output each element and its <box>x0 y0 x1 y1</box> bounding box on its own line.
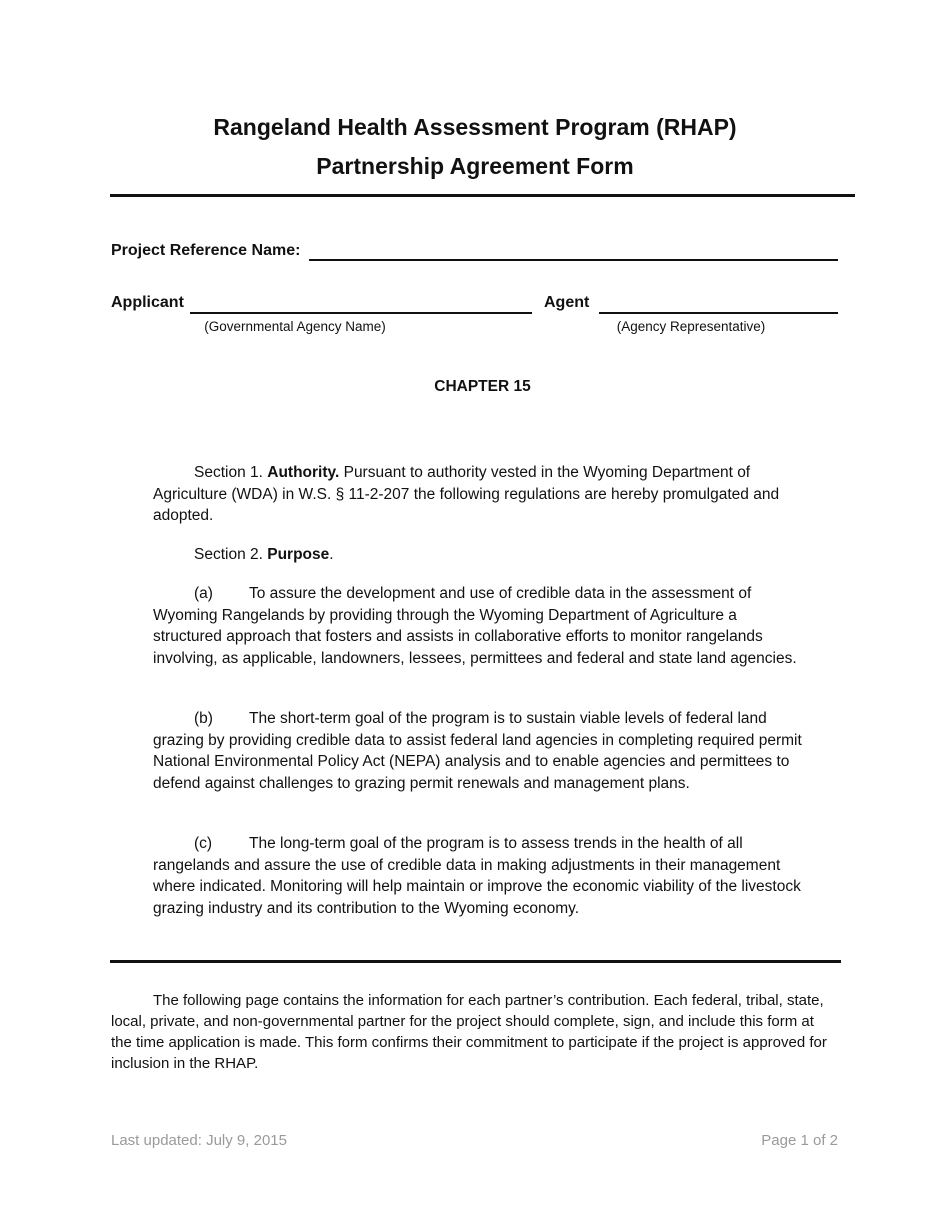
agent-field[interactable] <box>599 312 838 314</box>
subsection-b-label: (b) <box>194 710 213 727</box>
section-2-suffix: . <box>329 546 334 563</box>
agent-label: Agent <box>544 294 590 311</box>
subsection-a-text: To assure the development and use of credible data in the assessment of Wyoming Rangelands by providing through the Wyoming Department of Agriculture a structured approach that fosters and assists in collaborative efforts to monitor rangelands involving, as applicable, landowners, lessees, permittees and federal and state land agencies. <box>153 585 797 667</box>
subsection-a-label: (a) <box>194 585 213 602</box>
last-updated-footer: Last updated: July 9, 2015 <box>111 1132 287 1149</box>
document-title: Rangeland Health Assessment Program (RHAP) <box>213 114 737 140</box>
subsection-b-text: The short-term goal of the program is to sustain viable levels of federal land grazing by providing credible data to assist federal land agencies in completing required permit National Environmental Policy Act (NEPA) analysis and to enable agencies and permittees to defend against challenges to grazing permit renewals and management plans. <box>153 710 802 792</box>
section-1-paragraph <box>153 462 808 527</box>
header-divider <box>110 194 855 197</box>
applicant-field[interactable] <box>190 312 532 314</box>
document-subtitle: Partnership Agreement Form <box>316 153 634 179</box>
section-2-paragraph <box>153 544 808 566</box>
agent-caption: (Agency Representative) <box>616 319 766 334</box>
section-1-heading: Authority. <box>267 464 340 481</box>
project-reference-field[interactable] <box>309 259 838 261</box>
project-reference-label: Project Reference Name: <box>111 242 301 259</box>
section-1-prefix: Section 1. <box>194 464 268 481</box>
chapter-heading: CHAPTER 15 <box>434 378 531 395</box>
applicant-label: Applicant <box>111 294 184 311</box>
page-number-footer: Page 1 of 2 <box>761 1132 838 1149</box>
subsection-c-paragraph <box>153 833 808 919</box>
body-divider <box>110 960 841 963</box>
applicant-caption: (Governmental Agency Name) <box>204 319 386 334</box>
subsection-c-label: (c) <box>194 835 213 852</box>
subsection-c-text: The long-term goal of the program is to assess trends in the health of all rangelands and assure the use of credible data in making adjustments in their management where indicated. Monitoring will help maintain or improve the economic viability of the livestock grazing industry and its contribution to the Wyoming economy. <box>153 835 801 917</box>
section-1-text: Pursuant to authority vested in the Wyoming Department of Agriculture (WDA) in W.S. § 11-2-207 the following regulations are hereby promulgated and adopted. <box>153 464 780 524</box>
partner-note-text: The following page contains the information for each partner’s contribution. Each federal, tribal, state, local, private, and non-governmental partner for the project should complete, sign, and include this form at the time application is made. This form confirms their commitment to participate if the project is approved for inclusion in the RHAP. <box>111 992 827 1072</box>
section-2-heading: Purpose <box>267 546 330 563</box>
subsection-a-paragraph <box>153 583 808 669</box>
partner-note-paragraph <box>111 990 836 1074</box>
subsection-b-paragraph <box>153 708 808 794</box>
section-2-prefix: Section 2. <box>194 546 268 563</box>
